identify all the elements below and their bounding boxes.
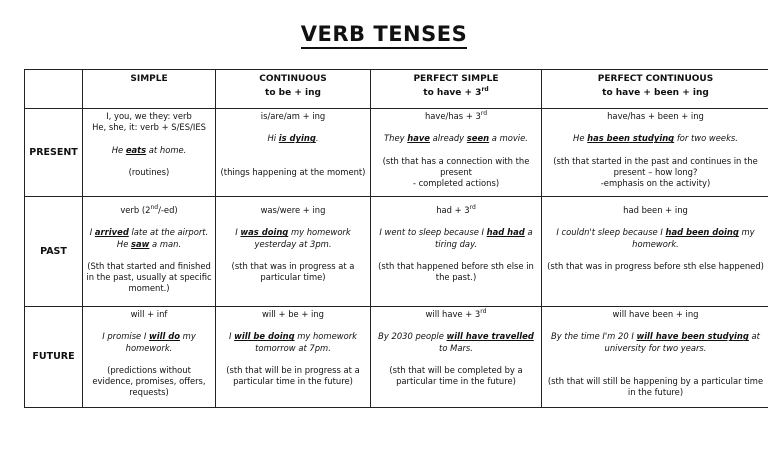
- row-label-present: PRESENT: [25, 109, 83, 197]
- row-label-past: PAST: [25, 197, 83, 307]
- cell-past-simple: verb (2nd/-ed) I arrived late at the airport. He saw a man. (Sth that started and finished in the past, usually at specific moment.): [83, 197, 216, 307]
- cell-past-continuous: was/were + ing I was doing my homework yesterday at 3pm. (sth that was in progress at a particular time): [216, 197, 371, 307]
- header-perfect-simple: PERFECT SIMPLE to have + 3rd: [371, 70, 542, 109]
- cell-present-perfect-continuous: have/has + been + ing He has been studying for two weeks. (sth that started in the past and continues in the present – how long? -emphasis on the activity): [542, 109, 768, 197]
- cell-present-simple: I, you, we they: verb He, she, it: verb + S/ES/IES He eats at home. (routines): [83, 109, 216, 197]
- cell-future-simple: will + inf I promise I will do my homework. (predictions without evidence, promises, offers, requests): [83, 307, 216, 408]
- verb-tenses-table: [24, 69, 768, 408]
- row-present: [25, 109, 768, 197]
- header-simple: SIMPLE: [83, 70, 216, 109]
- cell-present-perfect-simple: have/has + 3rd They have already seen a movie. (sth that has a connection with the present - completed actions): [371, 109, 542, 197]
- corner-cell: [25, 70, 83, 109]
- header-row: [25, 70, 768, 109]
- row-future: [25, 307, 768, 408]
- cell-past-perfect-simple: had + 3rd I went to sleep because I had had a tiring day. (sth that happened before sth else in the past.): [371, 197, 542, 307]
- cell-future-continuous: will + be + ing I will be doing my homework tomorrow at 7pm. (sth that will be in progress at a particular time in the future): [216, 307, 371, 408]
- cell-future-perfect-simple: will have + 3rd By 2030 people will have travelled to Mars. (sth that will be completed by a particular time in the future): [371, 307, 542, 408]
- header-perfect-continuous: PERFECT CONTINUOUS to have + been + ing: [542, 70, 768, 109]
- page-title: VERB TENSES: [0, 22, 768, 46]
- row-past: [25, 197, 768, 307]
- cell-future-perfect-continuous: will have been + ing By the time I'm 20 I will have been studying at university for two years. (sth that will still be happening by a particular time in the future): [542, 307, 768, 408]
- header-continuous: CONTINUOUS to be + ing: [216, 70, 371, 109]
- row-label-future: FUTURE: [25, 307, 83, 408]
- cell-past-perfect-continuous: had been + ing I couldn't sleep because I had been doing my homework. (sth that was in progress before sth else happened): [542, 197, 768, 307]
- cell-present-continuous: is/are/am + ing Hi is dying. (things happening at the moment): [216, 109, 371, 197]
